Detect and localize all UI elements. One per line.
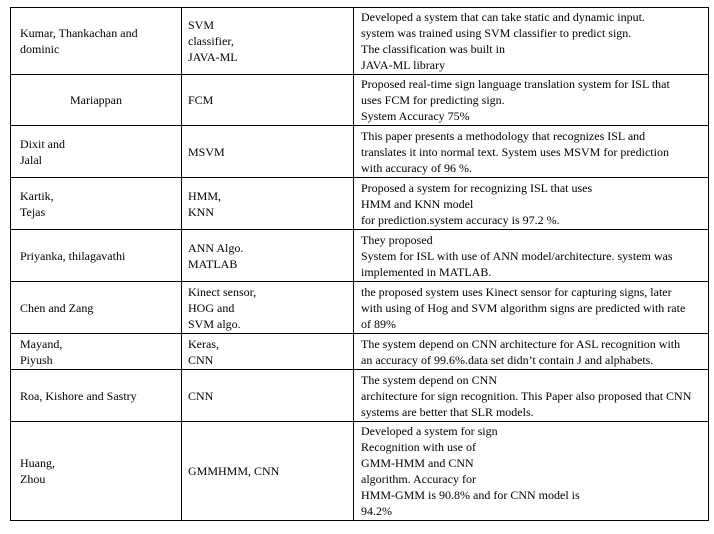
- description-text: The system depend on CNN architecture for sign recognition. This Paper also proposed that CNN systems are better that SLR models.: [361, 372, 692, 419]
- method-text: SVM classifier, JAVA-ML: [188, 18, 238, 64]
- description-cell: [354, 75, 709, 126]
- table-row: [11, 282, 709, 334]
- method-text: Kinect sensor, HOG and SVM algo.: [188, 284, 257, 331]
- author-text: Kumar, Thankachan and dominic: [20, 26, 138, 56]
- table-row: [11, 8, 709, 75]
- description-cell: [354, 8, 709, 75]
- method-cell: [182, 334, 354, 370]
- description-cell: [354, 422, 709, 521]
- author-cell: [11, 8, 182, 75]
- table-row: [11, 230, 709, 282]
- table-row: [11, 126, 709, 178]
- method-text: GMMHMM, CNN: [188, 464, 280, 478]
- author-cell: [11, 126, 182, 178]
- method-cell: [182, 178, 354, 230]
- author-text: Kartik, Tejas: [20, 188, 54, 219]
- table-row: [11, 178, 709, 230]
- author-cell: [11, 334, 182, 370]
- description-text: They proposed System for ISL with use of ANN model/architecture. system was implemented in MATLAB.: [361, 232, 673, 279]
- author-text: Dixit and Jalal: [20, 136, 65, 167]
- author-text: Mayand, Piyush: [20, 336, 63, 367]
- author-cell: [11, 75, 182, 126]
- author-cell: [11, 370, 182, 422]
- method-cell: [182, 370, 354, 422]
- method-text: Keras, CNN: [188, 336, 219, 367]
- table-row: [11, 334, 709, 370]
- method-cell: [182, 126, 354, 178]
- description-text: Developed a system that can take static and dynamic input. system was trained using SVM classifier to predict sign. The classification was built in JAVA-ML library: [361, 10, 645, 72]
- author-cell: [11, 230, 182, 282]
- method-cell: [182, 422, 354, 521]
- description-cell: [354, 370, 709, 422]
- author-cell: [11, 422, 182, 521]
- method-text: MSVM: [188, 144, 225, 159]
- description-cell: [354, 282, 709, 334]
- table-row: [11, 370, 709, 422]
- description-text: Proposed real-time sign language translation system for ISL that uses FCM for predicting sign. System Accuracy 75%: [361, 77, 670, 123]
- author-cell: [11, 282, 182, 334]
- description-text: the proposed system uses Kinect sensor for capturing signs, later with using of Hog and SVM algorithm signs are predicted with rate of 89%: [361, 284, 686, 331]
- method-cell: [182, 75, 354, 126]
- method-cell: [182, 230, 354, 282]
- author-text: Chen and Zang: [20, 300, 94, 315]
- description-text: This paper presents a methodology that recognizes ISL and translates it into normal text. System uses MSVM for prediction with accuracy of 96 %.: [361, 128, 669, 175]
- method-text: HMM, KNN: [188, 188, 222, 219]
- author-text: Priyanka, thilagavathi: [20, 248, 126, 263]
- method-cell: [182, 8, 354, 75]
- literature-table: [10, 7, 709, 521]
- description-text: The system depend on CNN architecture for ASL recognition with an accuracy of 99.6%.data set didn’t contain J and alphabets.: [361, 336, 681, 367]
- author-cell: [11, 178, 182, 230]
- description-cell: [354, 126, 709, 178]
- table-row: [11, 422, 709, 521]
- method-text: ANN Algo. MATLAB: [188, 240, 244, 271]
- author-text: Roa, Kishore and Sastry: [20, 388, 137, 403]
- author-text: Huang, Zhou: [20, 456, 55, 486]
- method-cell: [182, 282, 354, 334]
- method-text: FCM: [188, 93, 214, 107]
- table-row: [11, 75, 709, 126]
- description-cell: [354, 178, 709, 230]
- method-text: CNN: [188, 388, 214, 403]
- description-cell: [354, 230, 709, 282]
- description-text: Proposed a system for recognizing ISL that uses HMM and KNN model for prediction.system accuracy is 97.2 %.: [361, 180, 593, 227]
- description-text: Developed a system for sign Recognition with use of GMM-HMM and CNN algorithm. Accuracy for HMM-GMM is 90.8% and for CNN model is 94.2%: [361, 424, 580, 518]
- description-cell: [354, 334, 709, 370]
- author-text: Mariappan: [70, 93, 122, 107]
